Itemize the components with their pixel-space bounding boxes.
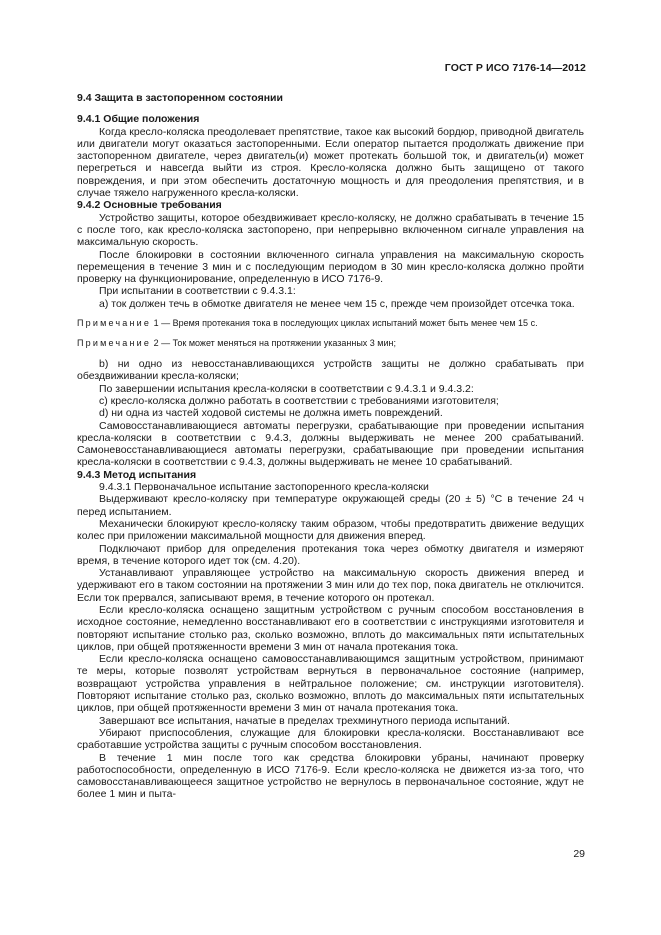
- page-number: 29: [573, 848, 585, 860]
- subsection-title-943: 9.4.3 Метод испытания: [77, 468, 197, 481]
- paragraph: В течение 1 мин после того как средства блокировки убраны, начинают проверку работоспособности, определенную в ИСО 7176-9. Если кресло-коляска не движется из-за того, что самовосстанавливающееся защитное устройство не вернулось в первоначальное состояние, ждут не более 1 мин и пыта-: [77, 751, 584, 801]
- paragraph: Устанавливают управляющее устройство на максимальную скорость движения вперед и удерживают его в таком состоянии на протяжении 3 мин или до тех пор, пока двигатель не отключится. Если ток прервался, записывают время, в течение которого он протекал.: [77, 567, 584, 604]
- paragraph: Подключают прибор для определения протекания тока через обмотку двигателя и измеряют время, в течение которого идет ток (см. 4.20).: [77, 542, 584, 567]
- section-title: 9.4 Защита в застопоренном состоянии: [77, 92, 283, 104]
- paragraph: Завершают все испытания, начатые в пределах трехминутного периода испытаний.: [99, 714, 510, 727]
- paragraph: Самовосстанавливающиеся автоматы перегрузки, срабатывающие при проведении испытания кресла-коляски в соответствии с 9.4.3, должны выдерживать не менее 200 срабатываний. Самоневосстанавливающиеся автоматы перегрузки, срабатывающие при проведении испытания кресла-коляски в соответствии с 9.4.3, должны выдерживать не менее 10 срабатываний.: [77, 419, 584, 469]
- paragraph: Если кресло-коляска оснащено самовосстанавливающимся защитным устройством, принимают те меры, которые позволят устройствам вернуться в первоначальное состояние (например, возвращают устройства управления в нейтральное положение; см. инструкции изготовителя). Повторяют испытание столько раз, сколько возможно, вплоть до максимальных пяти испытательных циклов, при общей протяженности времени 3 мин от начала протекания тока.: [77, 653, 584, 715]
- paragraph: По завершении испытания кресла-коляски в соответствии с 9.4.3.1 и 9.4.3.2:: [99, 382, 474, 395]
- paragraph: Устройство защиты, которое обездвиживает кресло-коляску, не должно срабатывать в течение 15 с после того, как кресло-коляска застопорено, при непрерывно включенном сигнале управления на максимальную скорость.: [77, 211, 584, 249]
- list-item-c: с) кресло-коляска должно работать в соответствии с требованиями изготовителя;: [99, 394, 499, 407]
- paragraph: Механически блокируют кресло-коляску таким образом, чтобы предотвратить движение ведущих колес при приложении максимальной мощности для движения вперед.: [77, 517, 584, 543]
- note-2: [77, 338, 584, 349]
- note-text: 2 — Ток может меняться на протяжении указанных 3 мин;: [151, 338, 396, 349]
- paragraph: При испытании в соответствии с 9.4.3.1:: [99, 285, 296, 298]
- paragraph: Выдерживают кресло-коляску при температуре окружающей среды (20 ± 5) °С в течение 24 ч перед испытанием.: [77, 493, 584, 518]
- note-label: Примечание: [77, 338, 152, 349]
- paragraph: Если кресло-коляска оснащено защитным устройством с ручным способом восстановления в исходное состояние, немедленно восстанавливают его в соответствии с инструкциями изготовителя и повторяют испытание столько раз, сколько возможно, вплоть до максимальных пяти испытательных циклов, при общей протяженности времени 3 мин от начала протекания тока.: [77, 603, 584, 653]
- subsection-title-942: 9.4.2 Основные требования: [77, 199, 222, 212]
- sub-subsection-title: 9.4.3.1 Первоначальное испытание застопоренного кресла-коляски: [99, 481, 429, 494]
- note-text: 1 — Время протекания тока в последующих циклах испытаний может быть менее чем 15 с.: [151, 318, 538, 329]
- paragraph: Когда кресло-коляска преодолевает препятствие, такое как высокий бордюр, приводной двигатель или двигатели могут оказаться застопоренными. Если оператор пытается продолжать движение при застопоренном двигателе, через двигатель(и) может протекать большой ток, и двигатель(и) может перегреться и навсегда выйти из строя. Кресло-коляска должно быть защищено от такого повреждения, и при этом обеспечить достаточную мощность и для преодоления препятствия, и в случае тяжело нагруженного кресла-коляски.: [77, 125, 584, 200]
- paragraph: После блокировки в состоянии включенного сигнала управления на максимальную скорость перемещения в течение 3 мин и с последующим периодом в 30 мин кресло-коляска должно пройти проверку на функционирование, определенную в ИСО 7176-9.: [77, 248, 584, 286]
- note-label: Примечание: [77, 318, 152, 329]
- note-1: [77, 318, 584, 329]
- subsection-title-941: 9.4.1 Общие положения: [77, 113, 200, 126]
- paragraph: Убирают приспособления, служащие для блокировки кресла-коляски. Восстанавливают все сработавшие устройства защиты с ручным способом восстановления.: [77, 726, 584, 752]
- standard-header: ГОСТ Р ИСО 7176-14—2012: [444, 62, 586, 74]
- list-item-a: а) ток должен течь в обмотке двигателя не менее чем 15 с, прежде чем произойдет отсечка тока.: [99, 297, 575, 310]
- list-item-b: b) ни одно из невосстанавливающихся устройств защиты не должно срабатывать при обездвиживании кресла-коляски;: [77, 358, 584, 383]
- list-item-d: d) ни одна из частей ходовой системы не должна иметь повреждений.: [99, 407, 443, 420]
- document-body: [77, 92, 584, 801]
